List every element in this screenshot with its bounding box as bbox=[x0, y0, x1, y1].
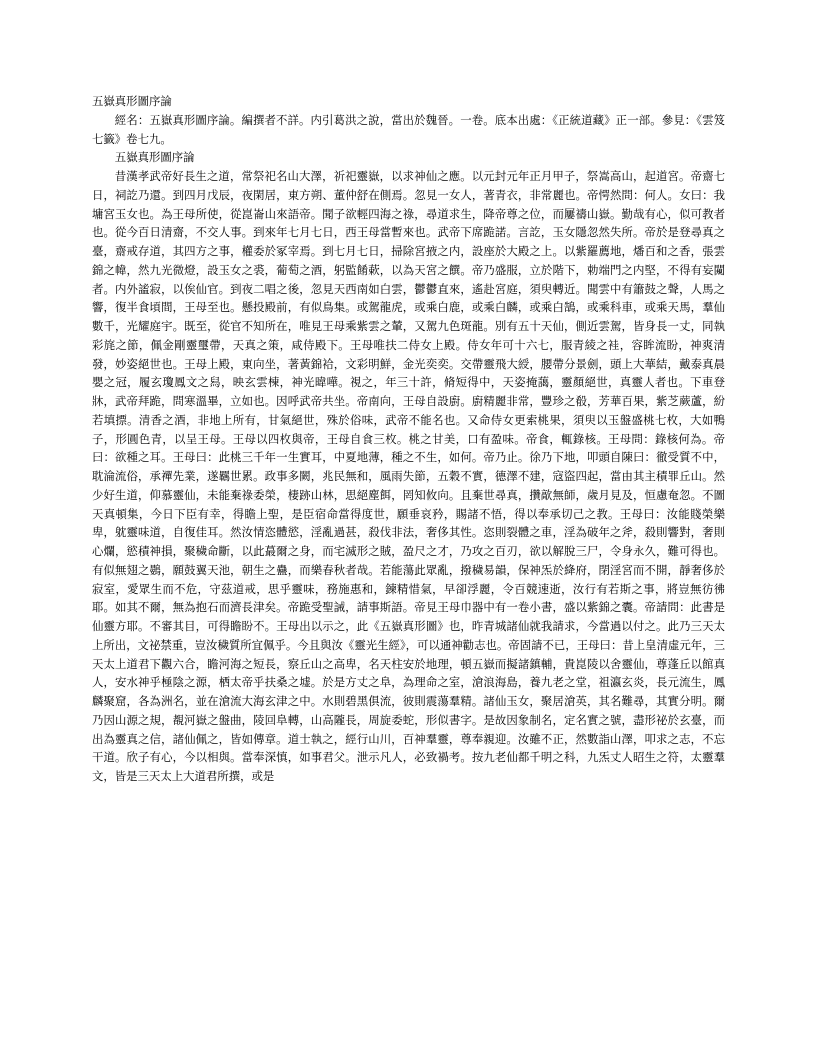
document-heading-top: 五嶽真形圖序論 bbox=[92, 94, 172, 108]
document-heading-second: 五嶽真形圖序論 bbox=[114, 150, 195, 165]
document-colophon: 經名：五嶽真形圖序論。編撰者不詳。内引葛洪之說，當出於魏晉。一卷。底本出處：《正統道藏》正一部。參見：《雲笈七籤》卷七九。 bbox=[92, 112, 725, 146]
document-main-text: 昔漢孝武帝好長生之道，常祭祀名山大澤，祈祀靈嶽，以求神仙之應。以元封元年正月甲子，祭嵩高山，起道宮。帝齋七日，祠訖乃還。到四月戊辰，夜閑居，東方朔、董仲舒在側焉。忽見一女人，著青衣，非常麗也。帝愕然問：何人。女曰：我墉宮玉女也。為王母所使，從崑崙山來語帝。聞子欲輕四海之祿，尋道求生，降帝尊之位，而屢禱山嶽。勤哉有心，似可教者也。從今百日清齋，不交人事。到來年七月七日，西王母當暫來也。武帝下席跪諾。言訖，玉女隱忽然失所。帝於是登尋真之臺，齋戒存道，其四方之事，權委於冢宰焉。到七月七日，掃除宮掖之内，設座於大殿之上。以紫羅薦地，燔百和之香，張雲錦之幃，然九光微燈，設玉女之裘，葡萄之酒，躬監餚蔌，以為天宮之饌。帝乃盛服，立於階下，勅端門之内堅，不得有妄闚者。内外謐寂，以俟仙官。到夜二唱之後，忽見天西南如白雲，鬱鬱直來，遙赴宮庭，須臾轉近。聞雲中有簫鼓之聲，人馬之響，復半食頃間，王母至也。懸投殿前，有似鳥集。或駕龍虎，或乘白鹿，或乘白麟，或乘白鵠，或乘科車，或乘天馬，羣仙數千，光耀庭宇。既至，從官不知所在，唯見王母乘紫雲之輦，又駕九色斑龍。別有五十天仙，側近雲駕，皆身長一丈，同執彩旄之節，佩金剛靈璽帶，天真之策，咸侍殿下。王母唯扶二侍女上殿。侍女年可十六七，服青綾之袿，容眸流盼，神爽清發，妙姿絕世也。王母上殿，東向坐，著黃錦袷，文彩明鮮，金光奕奕。交帶靈飛大綬，腰帶分景劍，頭上大華結，戴泰真晨嬰之冠，履玄瓊鳳文之舄，映玄雲棟，神光暐嘩。視之，年三十許，脩短得中，天姿掩藹，靈顏絕世，真靈人者也。下車登牀，武帝拜跪，問寒溫畢，立如也。因呼武帝共坐。帝南向，王母自設廚。廚精麗非常，豐珍之殽，芳華百果，紫芝蕨蘆，紛若填摽。清香之酒，非地上所有，甘氣絕世，殊於俗味，武帝不能名也。又命侍女更索桃果，須臾以玉盤盛桃七枚，大如鴨子，形圓色青，以呈王母。王母以四枚與帝，王母自食三枚。桃之甘美，口有盈味。帝食，輒錄核。王母問：錄核何為。帝曰：欲種之耳。王母曰：此桃三千年一生實耳，中夏地薄，種之不生，如何。帝乃止。徐乃下地，叩頭自陳曰：徹受質不中，耽淪流俗，承襌先業，遂羈世累。政事多闕，兆民無和，風雨失節，五穀不實，德澤不建，寇盜四起，當由其主積罪丘山。然少好生道，仰慕靈仙，未能棄祿委榮，棲跡山林，思絕塵餌，罔知攸向。且棄世尋真，攢歊無師，歲月見及，恒慮奄忽。不圖天真頓集，今日下臣有幸，得瞻上聖，是臣宿命當得度世，願垂哀矜，賜諸不悟，得以奉承切己之教。王母曰：汝能賤榮樂卑，躭靈味道，自復佳耳。然汝情恣體慾，淫亂過甚，殺伐非法，奢侈其性。恣則裂體之車，淫為破年之斧，殺則響對，奢則心爛，慾積神損，聚穢命斷，以此蕞爾之身，而宅滅形之賊，盈尺之才，乃攻之百刃，欲以解脫三尸，令身永久，難可得也。有似無翅之鷃，願鼓翼天池，朝生之蠱，而樂春秋者哉。若能蕩此眾亂，撥穢易韻，保神炁於絳府，閉淫宮而不開，靜奢侈於寂室，愛眾生而不危，守茲道戒，思乎靈味，務施惠和，鍊精惜氣，早卻浮麗，令百競速逝，汝行有若斯之事，將豈無彷彿耶。如其不爾，無為抱石而濟長津矣。帝跪受聖誡，請事斯語。帝見王母巾器中有一卷小書，盛以紫錦之囊。帝請問：此書是仙靈方耶。不審其目，可得瞻盼不。王母出以示之，此《五嶽真形圖》也，昨青城諸仙就我請求，今當過以付之。此乃三天太上所出，文祕禁重，豈汝穢質所宜佩乎。今且與汝《靈光生經》，可以通神勸志也。帝固請不已，王母曰：昔上皇清虛元年，三天太上道君下觀六合，瞻河海之短長，察丘山之高卑，名天柱安於地理，頓五嶽而擬諸鎮輔，貴崑陵以舍靈仙，尊蓬丘以館真人，安水神乎極陰之源，栖太帝乎扶桑之墟。於是方丈之阜，為理命之室，滄浪海島，養九老之堂，祖瀛玄炎，長元流生，鳳麟聚窟，各為洲名，並在滄流大海玄津之中。水則碧黑俱流，彼則震蕩羣精。諸仙玉女，聚居滄英，其名難尋，其實分明。爾乃因山源之規，覩河嶽之盤曲，陵回阜轉，山高隴長，周旋委蛇，形似書字。是故因象制名，定名實之號，盡形祕於玄臺，而出為靈真之信，諸仙佩之，皆如傳章。道士執之，經行山川，百神羣靈，尊奉親迎。汝雖不正，然數詣山澤，叩求之志，不忘干道。欣子有心，今以相與。當奉深慎，如事君父。泄示凡人，必致禍考。按九老仙都千明之科，九炁丈人昭生之符，太靈羣文，皆是三天太上大道君所撰，或是 bbox=[92, 169, 725, 783]
document-body bbox=[92, 92, 725, 786]
